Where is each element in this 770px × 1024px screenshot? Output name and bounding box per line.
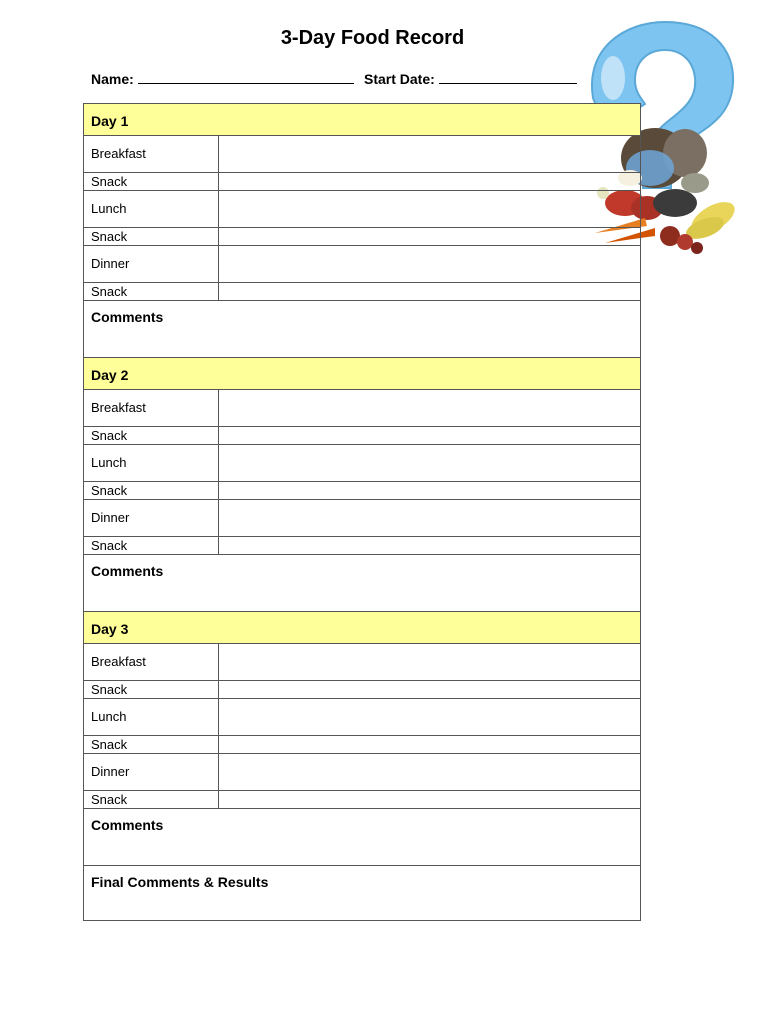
day-header <box>84 358 640 390</box>
meal-entry-field[interactable] <box>219 445 640 481</box>
meal-entry-field[interactable] <box>219 791 640 808</box>
meal-entry-field[interactable] <box>219 681 640 698</box>
meal-label-cell <box>84 699 219 735</box>
meal-label: Lunch <box>91 201 127 216</box>
meal-label: Snack <box>91 229 128 244</box>
meal-label: Snack <box>91 174 128 189</box>
meal-entry-field[interactable] <box>219 699 640 735</box>
meal-row <box>84 500 640 537</box>
meal-label: Lunch <box>91 709 127 724</box>
comments-label: Comments <box>91 309 164 325</box>
meal-entry-field[interactable] <box>219 736 640 753</box>
meal-label-cell <box>84 791 219 808</box>
meal-row <box>84 283 640 301</box>
meal-row <box>84 427 640 445</box>
day-header <box>84 104 640 136</box>
meal-label: Breakfast <box>91 146 146 161</box>
meal-label-cell <box>84 283 219 300</box>
meal-label-cell <box>84 500 219 536</box>
meal-entry-field[interactable] <box>219 427 640 444</box>
meal-label: Lunch <box>91 455 127 470</box>
meal-row <box>84 445 640 482</box>
meal-label-cell <box>84 246 219 282</box>
meal-label-cell <box>84 681 219 698</box>
meal-entry-field[interactable] <box>219 173 640 190</box>
meal-label-cell <box>84 136 219 172</box>
meal-label: Breakfast <box>91 400 146 415</box>
meal-label-cell <box>84 736 219 753</box>
meal-row <box>84 228 640 246</box>
meal-row <box>84 791 640 809</box>
final-comments-row[interactable] <box>84 866 640 924</box>
meal-label: Snack <box>91 792 128 807</box>
day-label: Day 2 <box>91 367 129 383</box>
meal-row <box>84 754 640 791</box>
meal-label: Dinner <box>91 764 130 779</box>
day-label: Day 1 <box>91 113 129 129</box>
meal-label-cell <box>84 482 219 499</box>
final-comments-label: Final Comments & Results <box>91 874 269 890</box>
meal-label: Breakfast <box>91 654 146 669</box>
name-blank-line[interactable] <box>138 69 354 84</box>
day-header <box>84 612 640 644</box>
meal-label-cell <box>84 191 219 227</box>
meal-label-cell <box>84 644 219 680</box>
meal-entry-field[interactable] <box>219 500 640 536</box>
meal-entry-field[interactable] <box>219 754 640 790</box>
meal-entry-field[interactable] <box>219 136 640 172</box>
meal-entry-field[interactable] <box>219 246 640 282</box>
meal-row <box>84 736 640 754</box>
name-label: Name: <box>91 71 134 87</box>
meal-label: Snack <box>91 538 128 553</box>
meal-label-cell <box>84 445 219 481</box>
start-date-label: Start Date: <box>364 71 435 87</box>
meal-row <box>84 136 640 173</box>
comments-row[interactable] <box>84 555 640 612</box>
meal-label: Snack <box>91 483 128 498</box>
comments-label: Comments <box>91 563 164 579</box>
meal-label-cell <box>84 390 219 426</box>
meal-label: Snack <box>91 428 128 443</box>
meal-entry-field[interactable] <box>219 191 640 227</box>
meal-label-cell <box>84 754 219 790</box>
meal-row <box>84 191 640 228</box>
meal-entry-field[interactable] <box>219 390 640 426</box>
food-record-form <box>83 103 641 921</box>
meal-row <box>84 681 640 699</box>
meal-row <box>84 173 640 191</box>
meal-label-cell <box>84 173 219 190</box>
meal-entry-field[interactable] <box>219 537 640 554</box>
meal-row <box>84 482 640 500</box>
meal-entry-field[interactable] <box>219 228 640 245</box>
meal-entry-field[interactable] <box>219 482 640 499</box>
day-label: Day 3 <box>91 621 129 637</box>
meal-label: Snack <box>91 737 128 752</box>
meal-row <box>84 537 640 555</box>
meal-label: Snack <box>91 682 128 697</box>
comments-label: Comments <box>91 817 164 833</box>
meal-label: Dinner <box>91 256 130 271</box>
meal-label-cell <box>84 427 219 444</box>
meal-entry-field[interactable] <box>219 644 640 680</box>
meal-row <box>84 699 640 736</box>
comments-row[interactable] <box>84 809 640 866</box>
page-title: 3-Day Food Record <box>280 27 465 49</box>
meal-label-cell <box>84 228 219 245</box>
start-date-field[interactable] <box>364 69 577 87</box>
comments-row[interactable] <box>84 301 640 358</box>
meal-label: Snack <box>91 284 128 299</box>
meal-row <box>84 390 640 427</box>
name-field[interactable] <box>91 69 354 87</box>
meal-entry-field[interactable] <box>219 283 640 300</box>
meal-row <box>84 246 640 283</box>
start-date-blank-line[interactable] <box>439 69 577 84</box>
meal-label: Dinner <box>91 510 130 525</box>
meal-label-cell <box>84 537 219 554</box>
meal-row <box>84 644 640 681</box>
